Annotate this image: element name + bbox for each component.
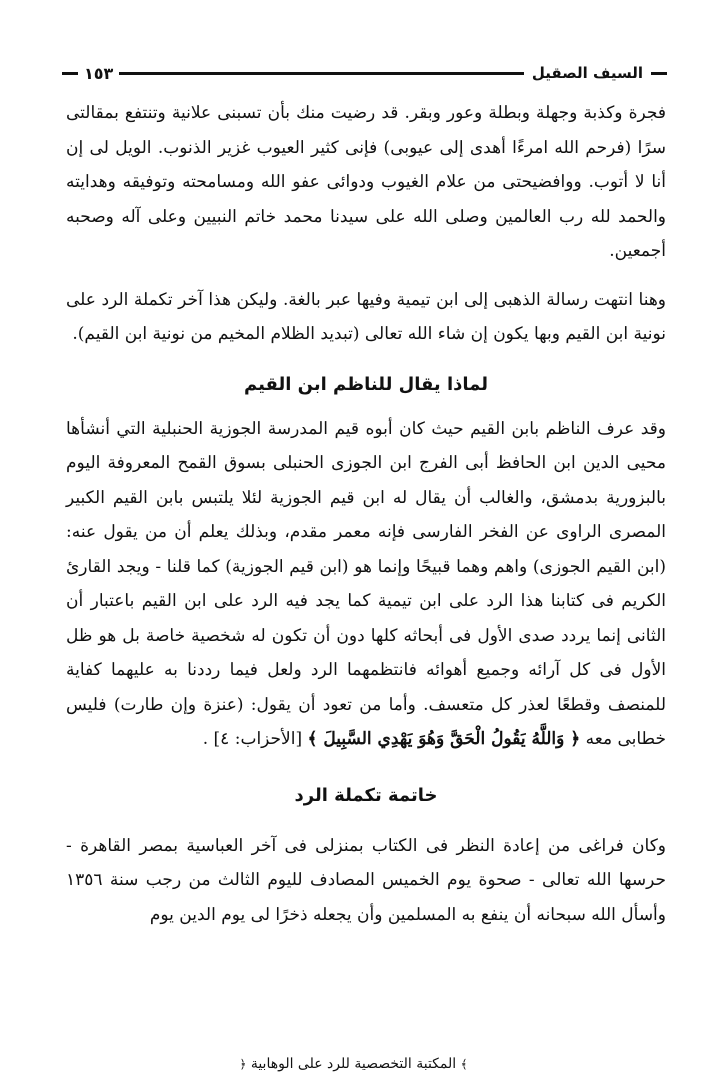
paragraph-conclusion: وهنا انتهت رسالة الذهبى إلى ابن تيمية وفيها عبر بالغة. وليكن هذا آخر تكملة الرد على نونية ابن القيم وبها يكون إن شاء الله تعالى (تبديد الظلام المخيم من نونية ابن القيم). xyxy=(66,289,666,344)
running-header xyxy=(62,58,667,88)
paragraph-completion: وكان فراغى من إعادة النظر فى الكتاب بمنزلى فى آخر العباسية بمصر القاهرة - حرسها الله تعالى - صحوة يوم الخميس المصادف لليوم الثالث من رجب سنة ١٣٥٦ وأسأل الله سبحانه أن ينفع به المسلمين وأن يجعله ذخرًا لى يوم الدين يوم xyxy=(66,835,666,925)
section-heading-conclusion: خاتمة تكملة الرد xyxy=(294,784,438,806)
page-number: ١٥٣ xyxy=(84,63,114,83)
header-rule-right xyxy=(651,72,667,75)
paragraph-ibn-qayyim-text: وقد عرف الناظم بابن القيم حيث كان أبوه قيم المدرسة الجوزية الحنبلية التي أنشأها محيى الدين ابن الحافظ أبى الفرج ابن الجوزى الحنبلى بسوق القمح المعروفة اليوم بالبزورية بدمشق، والغالب أن يقال له ابن قيم الجوزية لئلا يلتبس بابن القيم الكبير المصرى الراوى عن الفخر الفارسى فإنه معمر مقدم، وبذلك يعلم أن من يقول عنه: (ابن القيم الجوزى) واهم وهما قبيحًا وإنما هو (ابن قيم الجوزية) كما قلنا - ويجد القارئ الكريم فى كتابنا هذا الرد على ابن تيمية كما يجد فيه الرد على ابن القيم باعتبار أن الثانى إنما يردد صدى الأول فى أبحاثه كلها دون أن تكون له شخصية خاصة بل هو ظل الأول فى كل آرائه وجميع أهوائه فانتظمهما الرد ولعل فيما رددنا به عليهما كفاية للمنصف وقطعًا لعذر كل متعسف. وأما من تعود أن يقول: (عنزة وإن طارت) فليس خطابى معه xyxy=(66,418,666,749)
page-body xyxy=(66,96,666,932)
header-rule-left xyxy=(62,72,78,75)
paragraph-ibn-qayyim xyxy=(66,412,666,757)
section-heading-why-ibn-qayyim: لماذا يقال للناظم ابن القيم xyxy=(244,373,488,395)
running-title: السيف الصقيل xyxy=(531,64,643,82)
quran-verse: ﴿ وَاللَّهُ يَقُولُ الْحَقَّ وَهُوَ يَهْدِي السَّبِيلَ ﴾ xyxy=(307,729,581,749)
page-footer xyxy=(0,1056,707,1072)
header-rule xyxy=(119,72,524,75)
paragraph-letter-ending: فجرة وكذبة وجهلة وبطلة وعور وبقر. قد رضيت منك بأن تسبنى علانية وتنتفع بمقالتى سرًا (فرحم الله امرءًا أهدى إلى عيوبى) فإنى كثير العيوب غزير الذنوب. الويل لى إن أنا لا أتوب. ووافضيحتى من علام الغيوب ودوائى عفو الله ومسامحته وتوفيقه وهدايته والحمد لله رب العالمين وصلى الله على سيدنا محمد خاتم النبيين وعلى آله وصحبه أجمعين. xyxy=(66,103,666,261)
footer-ornament-right: ﴾ xyxy=(460,1057,468,1071)
verse-reference: [الأحزاب: ٤] . xyxy=(202,729,303,749)
footer-library-name: المكتبة التخصصية للرد على الوهابية xyxy=(250,1056,457,1072)
footer-ornament-left: ﴿ xyxy=(239,1057,247,1071)
